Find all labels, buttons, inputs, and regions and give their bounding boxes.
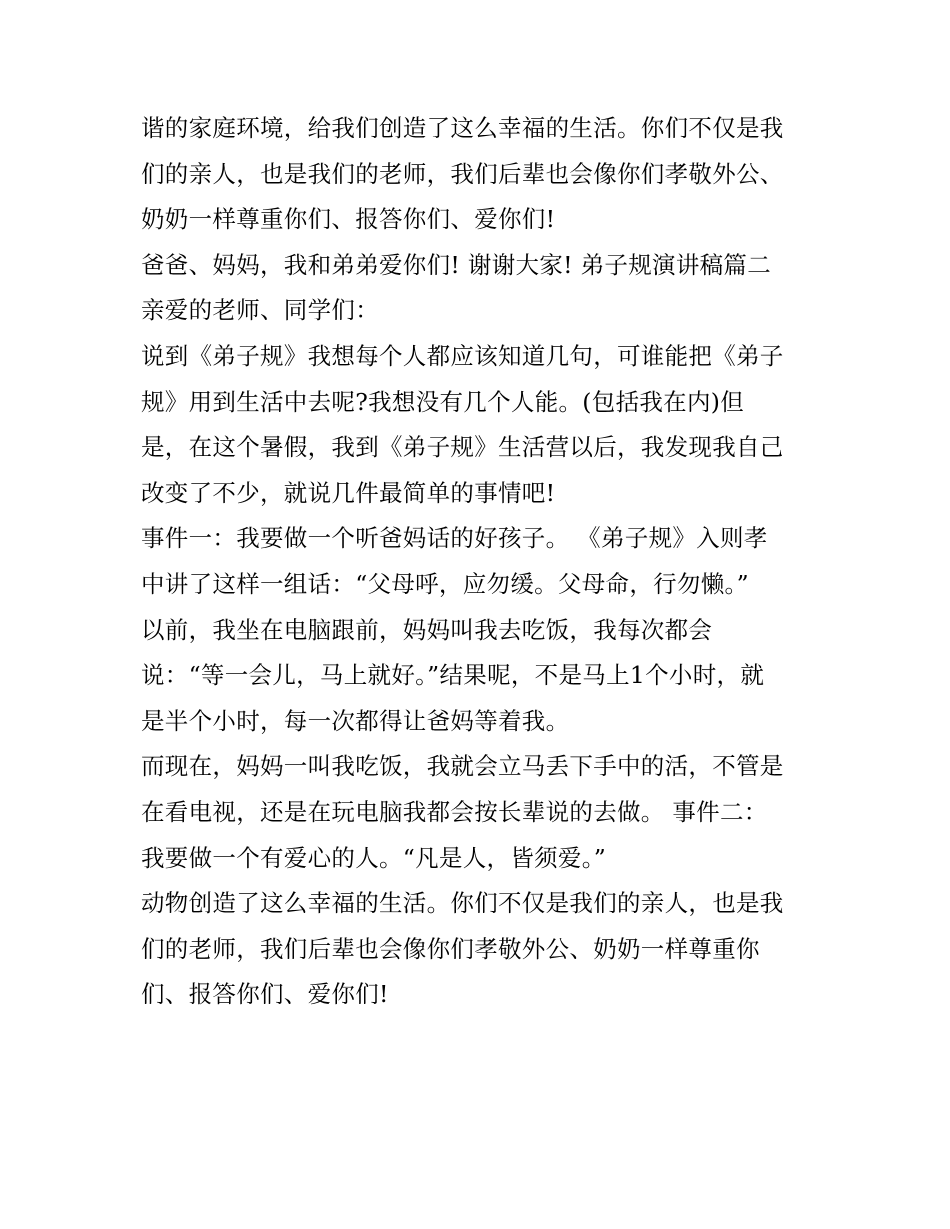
text-line: 以前，我坐在电脑跟前，妈妈叫我去吃饭，我每次都会: [141, 615, 713, 644]
body-text: [141, 106, 821, 1018]
text-line: 是半个小时，每一次都得让爸妈等着我。: [141, 706, 570, 735]
text-line: 我要做一个有爱心的人。“凡是人，皆须爱。”: [141, 843, 607, 872]
text-line: 们的亲人，也是我们的老师，我们后辈也会像你们孝敬外公、: [141, 159, 784, 188]
text-line: 奶奶一样尊重你们、报答你们、爱你们!: [141, 205, 556, 234]
text-line: 亲爱的老师、同学们：: [141, 296, 379, 325]
text-line: 们的老师，我们后辈也会像你们孝敬外公、奶奶一样尊重你: [141, 934, 760, 963]
text-line: 而现在，妈妈一叫我吃饭，我就会立马丢下手中的活，不管是: [141, 752, 784, 781]
text-line: 中讲了这样一组话：“父母呼，应勿缓。父母命，行勿懒。”: [141, 569, 749, 598]
text-line: 规》用到生活中去呢?我想没有几个人能。(包括我在内)但: [141, 387, 745, 416]
text-line: 们、报答你们、爱你们!: [141, 980, 389, 1009]
text-line: 事件一：我要做一个听爸妈话的好孩子。 《弟子规》入则孝: [141, 524, 768, 553]
text-line: 谐的家庭环境，给我们创造了这么幸福的生活。你们不仅是我: [141, 114, 784, 142]
text-line: 说到《弟子规》我想每个人都应该知道几句，可谁能把《弟子: [141, 341, 784, 370]
text-line: 在看电视，还是在玩电脑我都会按长辈说的去做。 事件二：: [141, 797, 768, 826]
text-line: 动物创造了这么幸福的生活。你们不仅是我们的亲人，也是我: [141, 889, 784, 918]
text-line: 是，在这个暑假，我到《弟子规》生活营以后，我发现我自己: [141, 433, 784, 462]
text-line: 改变了不少，就说几件最简单的事情吧!: [141, 478, 556, 507]
text-line: 说：“等一会儿，马上就好。”结果呢，不是马上1个小时，就: [141, 661, 765, 690]
text-line: 爸爸、妈妈，我和弟弟爱你们! 谢谢大家! 弟子规演讲稿篇二: [141, 250, 772, 279]
